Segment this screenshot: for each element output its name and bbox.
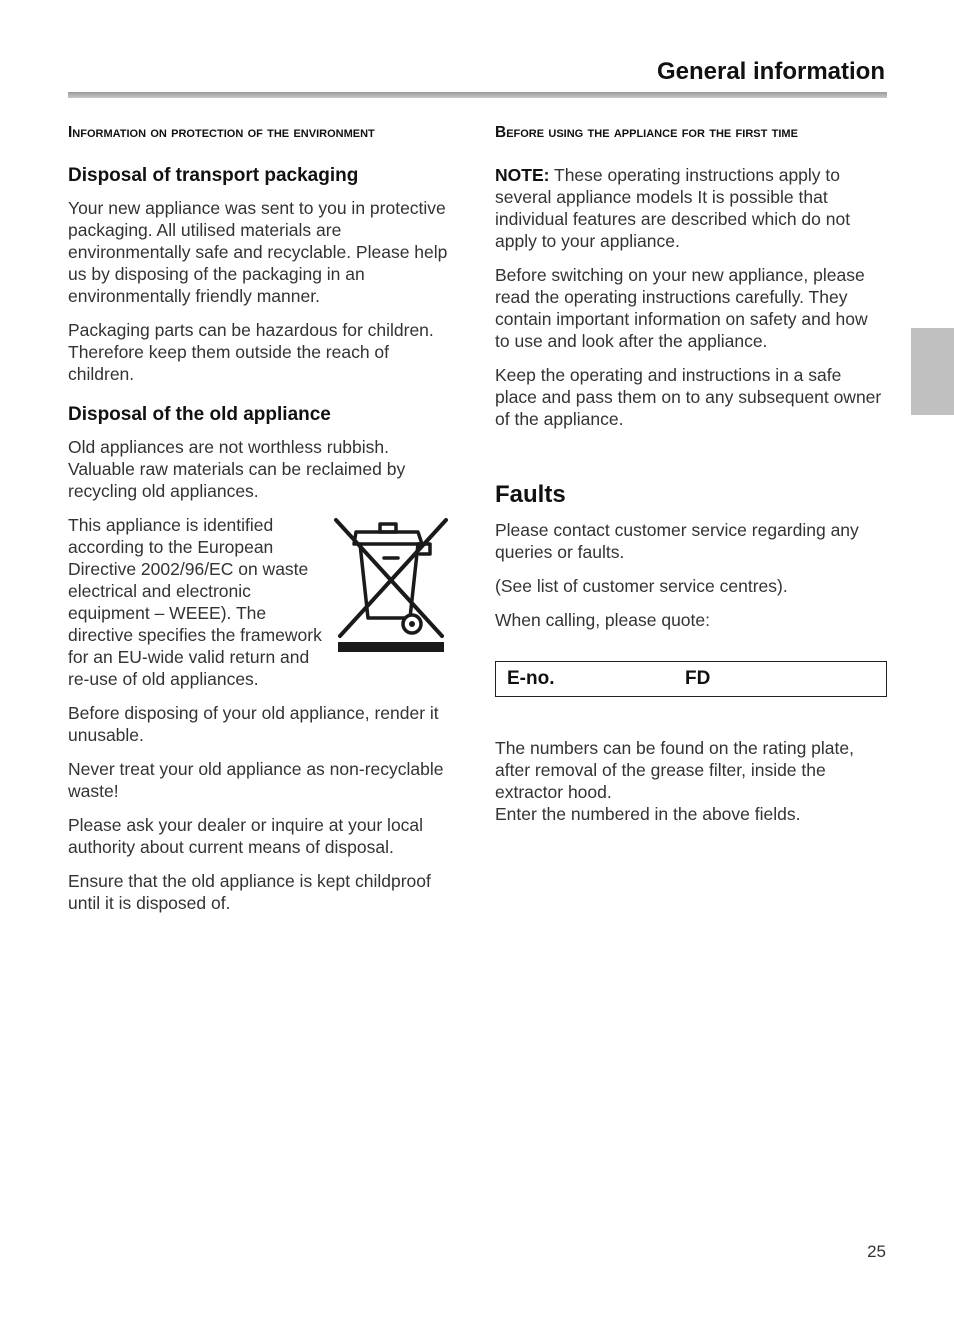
- old-appliance-paragraph-4: Never treat your old appliance as non-recyclable waste!: [68, 759, 444, 801]
- faults-paragraph-3: When calling, please quote:: [495, 610, 710, 630]
- old-appliance-paragraph-5: Please ask your dealer or inquire at your local authority about current means of disposal.: [68, 815, 424, 857]
- old-appliance-heading: Disposal of the old appliance: [68, 404, 331, 425]
- side-tab: [911, 328, 954, 415]
- faults-paragraph-5: Enter the numbered in the above fields.: [495, 804, 801, 824]
- page-number: 25: [867, 1242, 886, 1261]
- first-use-paragraph-2: Before switching on your new appliance, please read the operating instructions carefully. They contain important information on safety and how to use and look after the appliance.: [495, 265, 868, 351]
- old-appliance-paragraph-2: This appliance is identified according to the European Directive 2002/96/EC on waste electrical and electronic equipment – WEEE). The directive specifies the framework for an EU-wide valid return and re-use of old appliances.: [68, 515, 322, 689]
- environment-heading: Information on protection of the environment: [68, 124, 375, 141]
- transport-paragraph-2: Packaging parts can be hazardous for children. Therefore keep them outside the reach of children.: [68, 320, 434, 384]
- left-column: [68, 122, 454, 926]
- faults-heading: Faults: [495, 481, 566, 508]
- note-text: These operating instructions apply to several appliance models It is possible that individual features are described which do not apply to your appliance.: [495, 165, 851, 251]
- e-no-fd-field-box[interactable]: [495, 661, 887, 697]
- first-use-paragraph-3: Keep the operating and instructions in a safe place and pass them on to any subsequent owner of the appliance.: [495, 365, 882, 429]
- faults-paragraph-1: Please contact customer service regarding any queries or faults.: [495, 520, 859, 562]
- old-appliance-paragraph-1: Old appliances are not worthless rubbish. Valuable raw materials can be reclaimed by recycling old appliances.: [68, 437, 406, 501]
- faults-paragraph-4: The numbers can be found on the rating plate, after removal of the grease filter, inside the extractor hood.: [495, 738, 854, 802]
- note-label: NOTE:: [495, 165, 550, 185]
- transport-packaging-heading: Disposal of transport packaging: [68, 165, 359, 186]
- first-use-heading: Before using the appliance for the first time: [495, 124, 798, 141]
- note-paragraph: [495, 164, 887, 252]
- old-appliance-paragraph-6: Ensure that the old appliance is kept childproof until it is disposed of.: [68, 871, 431, 913]
- title-rule: [68, 92, 887, 98]
- weee-block: [68, 514, 454, 690]
- right-column: [495, 122, 887, 837]
- crossed-out-wheelie-bin-icon: [332, 514, 450, 654]
- page-title: General information: [656, 58, 885, 85]
- old-appliance-paragraph-3: Before disposing of your old appliance, render it unusable.: [68, 703, 439, 745]
- faults-paragraph-2: (See list of customer service centres).: [495, 576, 788, 596]
- transport-paragraph-1: Your new appliance was sent to you in protective packaging. All utilised materials are environmentally safe and recyclable. Please help us by disposing of the packaging in an environmentally friendly manner.: [68, 198, 448, 306]
- e-no-label: E-no.: [507, 668, 555, 689]
- fd-label: FD: [685, 668, 711, 689]
